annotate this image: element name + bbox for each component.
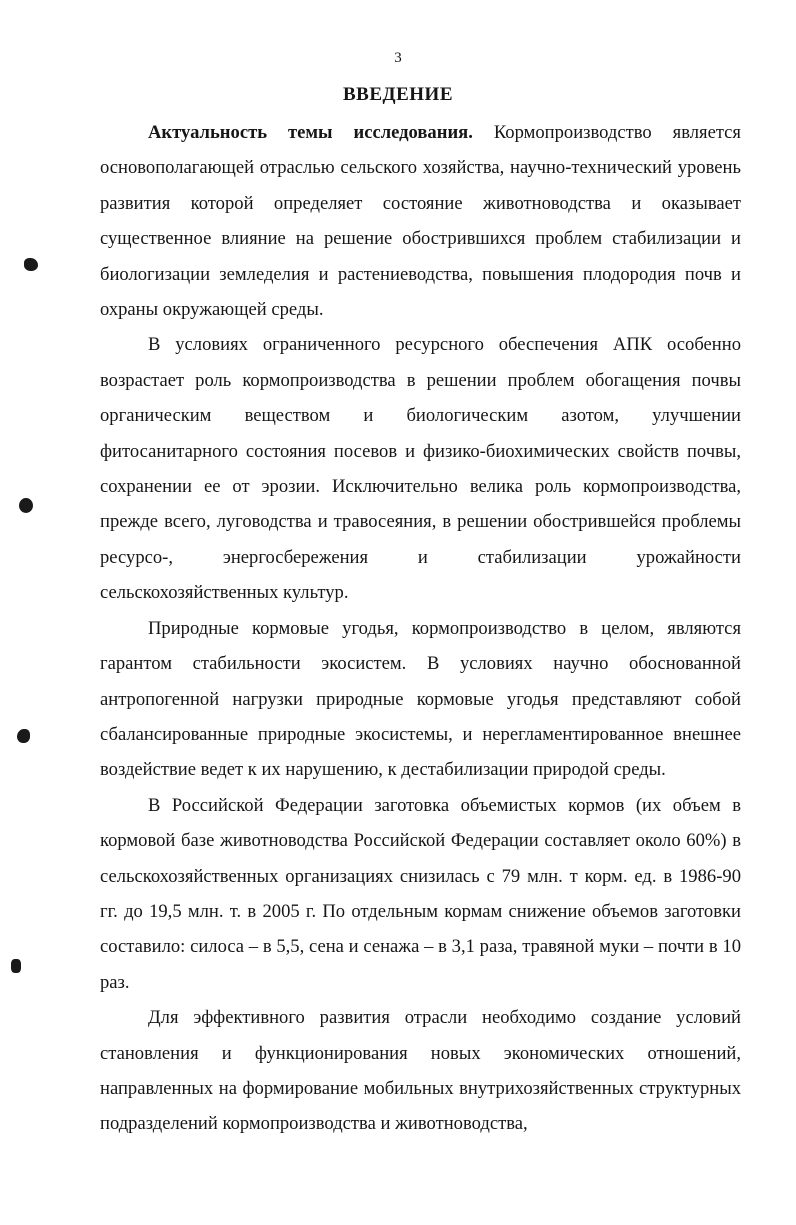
scan-mark-1: [24, 258, 38, 271]
scan-mark-2: [19, 498, 33, 513]
document-body: [100, 115, 741, 1142]
scan-mark-4: [11, 959, 21, 973]
paragraph-2: В условиях ограниченного ресурсного обеспечения АПК особенно возрастает роль кормопроизводства в решении проблем обогащения почвы органическим веществом и биологическим азотом, улучшении фитосанитарного состояния посевов и физико-биохимических свойств почвы, сохранении ее от эрозии. Исключительно велика роль кормопроизводства, прежде всего, луговодства и травосеяния, в решении обострившейся проблемы ресурсо-, энергосбережения и стабилизации урожайности сельскохозяйственных культур.: [100, 334, 741, 604]
paragraph-3: Природные кормовые угодья, кормопроизводство в целом, являются гарантом стабильности экосистем. В условиях научно обоснованной антропогенной нагрузки природные кормовые угодья представляют собой сбалансированные природные экосистемы, и нерегламентированное внешнее воздействие ведет к их нарушению, к дестабилизации природой среды.: [100, 617, 741, 781]
paragraph-1: [100, 115, 741, 327]
paragraph-1-text: Кормопроизводство является основополагающей отраслью сельского хозяйства, научно-технический уровень развития которой определяет состояние животноводства и оказывает существенное влияние на решение обострившихся проблем стабилизации и биологизации земледелия и растениеводства, повышения плодородия почв и охраны окружающей среды.: [100, 122, 741, 321]
page-number: 3: [394, 50, 402, 66]
section-heading: ВВЕДЕНИЕ: [343, 84, 453, 105]
paragraph-1-lead: Актуальность темы исследования.: [148, 122, 473, 143]
paragraph-4: В Российской Федерации заготовка объемистых кормов (их объем в кормовой базе животноводства Российской Федерации составляет около 60%) в сельскохозяйственных организациях снизилась с 79 млн. т корм. ед. в 1986-90 гг. до 19,5 млн. т. в 2005 г. По отдельным кормам снижение объемов заготовки составило: силоса – в 5,5, сена и сенажа – в 3,1 раза, травяной муки – почти в 10 раз.: [100, 794, 741, 993]
scan-mark-3: [17, 729, 30, 743]
paragraph-5: Для эффективного развития отрасли необходимо создание условий становления и функционирования новых экономических отношений, направленных на формирование мобильных внутрихозяйственных структурных подразделений кормопроизводства и животноводства,: [100, 1007, 741, 1135]
